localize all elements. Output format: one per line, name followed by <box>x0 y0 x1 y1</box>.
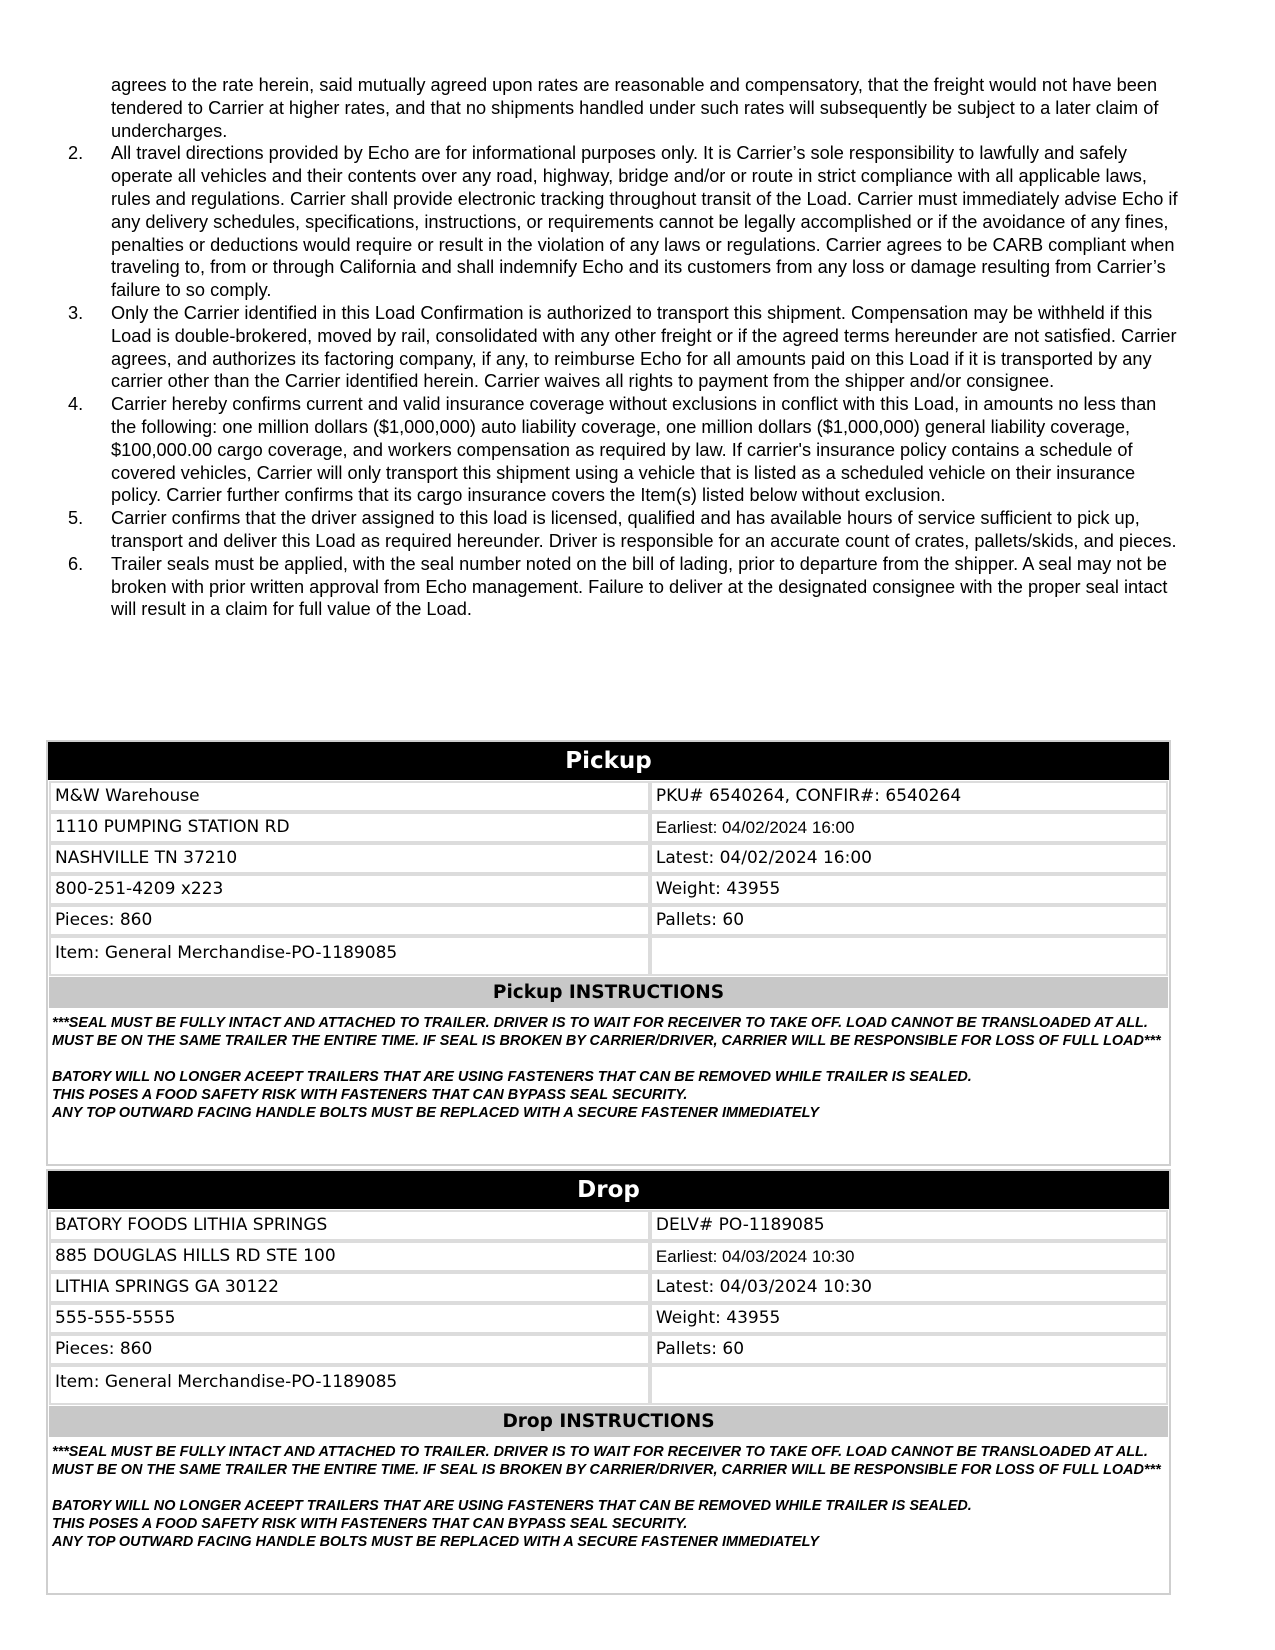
terms-item-text: Carrier hereby confirms current and valid insurance coverage without exclusions in conflict with this Load, in amounts no less than the following: one million dollars ($1,000,000) auto liability coverage, one million dollars ($1,000,000) general liability coverage, $100,000.00 cargo coverage, and workers compensation as required by law. If carrier's insurance policy contains a schedule of covered vehicles, Carrier will only transport this shipment using a vehicle that is listed as a scheduled vehicle on their insurance policy. Carrier further confirms that its cargo insurance covers the Item(s) listed below without exclusion. <box>111 394 1157 506</box>
table-row <box>49 1241 1168 1272</box>
drop-instructions-header: Drop INSTRUCTIONS <box>49 1406 1168 1437</box>
table-row <box>49 1334 1168 1365</box>
drop-earliest: Earliest: 04/03/2024 10:30 <box>650 1241 1168 1272</box>
drop-details-grid <box>48 1209 1169 1405</box>
drop-empty-cell <box>650 1365 1168 1405</box>
table-row <box>49 1365 1168 1405</box>
terms-item-text: Trailer seals must be applied, with the seal number noted on the bill of lading, prior to departure from the shipper. A seal may not be broken with prior written approval from Echo management. Failure to deliver at the designated consignee with the proper seal intact will result in a claim for full value of the Load. <box>111 553 1168 620</box>
terms-item <box>68 142 1178 302</box>
pickup-phone: 800-251-4209 x223 <box>49 874 650 905</box>
pickup-item: Item: General Merchandise-PO-1189085 <box>49 936 650 976</box>
table-row <box>49 1210 1168 1241</box>
table-row <box>49 936 1168 976</box>
terms-continuation: agrees to the rate herein, said mutually agreed upon rates are reasonable and compensatory, that the freight would not have been tendered to Carrier at higher rates, and that no shipments handled under such rates will subsequently be subject to a later claim of undercharges. <box>111 75 1159 141</box>
drop-city: LITHIA SPRINGS GA 30122 <box>49 1272 650 1303</box>
pickup-weight: Weight: 43955 <box>650 874 1168 905</box>
pickup-reference: PKU# 6540264, CONFIR#: 6540264 <box>650 781 1168 812</box>
table-row <box>49 1303 1168 1334</box>
drop-pallets: Pallets: 60 <box>650 1334 1168 1365</box>
pickup-pallets: Pallets: 60 <box>650 905 1168 936</box>
pickup-city: NASHVILLE TN 37210 <box>49 843 650 874</box>
pickup-earliest: Earliest: 04/02/2024 16:00 <box>650 812 1168 843</box>
drop-instructions-text: ***SEAL MUST BE FULLY INTACT AND ATTACHED TO TRAILER. DRIVER IS TO WAIT FOR RECEIVER TO TAKE OFF. LOAD CANNOT BE TRANSLOADED AT ALL. MUST BE ON THE SAME TRAILER THE ENTIRE TIME. IF SEAL IS BROKEN BY CARRIER/DRIVER, CARRIER WILL BE RESPONSIBLE FOR LOSS OF FULL LOAD*** <box>52 1444 1161 1478</box>
pickup-latest: Latest: 04/02/2024 16:00 <box>650 843 1168 874</box>
terms-item-text: All travel directions provided by Echo are for informational purposes only. It is Carrier’s sole responsibility to lawfully and safely operate all vehicles and their contents over any road, highway, bridge and/or or route in strict compliance with all applicable laws, rules and regulations. Carrier shall provide electronic tracking throughout transit of the Load. Carrier must immediately advise Echo if any delivery schedules, specifications, instructions, or requirements cannot be legally accomplished or if the avoidance of any fines, penalties or deductions would require or result in the violation of any laws or regulations. Carrier agrees to be CARB compliant when traveling to, from or through California and shall indemnify Echo and its customers from any loss or damage resulting from Carrier’s failure to so comply. <box>111 143 1178 301</box>
drop-name: BATORY FOODS LITHIA SPRINGS <box>49 1210 650 1241</box>
terms-item <box>68 507 1178 553</box>
drop-section <box>46 1169 1171 1595</box>
table-row <box>49 812 1168 843</box>
pickup-header: Pickup <box>48 742 1169 780</box>
drop-instructions-text: ANY TOP OUTWARD FACING HANDLE BOLTS MUST BE REPLACED WITH A SECURE FASTENER IMMEDIATELY <box>52 1534 819 1550</box>
terms-item-number: 6. <box>68 553 84 574</box>
drop-instructions-text: THIS POSES A FOOD SAFETY RISK WITH FASTENERS THAT CAN BYPASS SEAL SECURITY. <box>52 1516 688 1532</box>
pickup-empty-cell <box>650 936 1168 976</box>
terms-item <box>68 553 1178 621</box>
drop-phone: 555-555-5555 <box>49 1303 650 1334</box>
drop-instructions <box>48 1437 1169 1555</box>
drop-address: 885 DOUGLAS HILLS RD STE 100 <box>49 1241 650 1272</box>
terms-item-number: 2. <box>68 143 84 164</box>
pickup-section <box>46 740 1171 1166</box>
terms-item-number: 4. <box>68 394 84 415</box>
terms-item-number: 5. <box>68 508 84 529</box>
pickup-name: M&W Warehouse <box>49 781 650 812</box>
terms-item-text: Carrier confirms that the driver assigned to this load is licensed, qualified and has available hours of service sufficient to pick up, transport and deliver this Load as required hereunder. Driver is responsible for an accurate count of crates, pallets/skids, and pieces. <box>111 508 1177 551</box>
pickup-instructions-text: THIS POSES A FOOD SAFETY RISK WITH FASTENERS THAT CAN BYPASS SEAL SECURITY. <box>52 1087 688 1103</box>
terms-item-number: 3. <box>68 302 84 323</box>
table-row <box>49 1272 1168 1303</box>
pickup-address: 1110 PUMPING STATION RD <box>49 812 650 843</box>
table-row <box>49 874 1168 905</box>
table-row <box>49 781 1168 812</box>
drop-pieces: Pieces: 860 <box>49 1334 650 1365</box>
drop-item: Item: General Merchandise-PO-1189085 <box>49 1365 650 1405</box>
pickup-pieces: Pieces: 860 <box>49 905 650 936</box>
table-row <box>49 905 1168 936</box>
terms-list <box>68 74 1178 621</box>
drop-reference: DELV# PO-1189085 <box>650 1210 1168 1241</box>
drop-header: Drop <box>48 1171 1169 1209</box>
pickup-details-grid <box>48 780 1169 976</box>
pickup-instructions-text: BATORY WILL NO LONGER ACEEPT TRAILERS THAT ARE USING FASTENERS THAT CAN BE REMOVED WHILE TRAILER IS SEALED. <box>52 1069 972 1085</box>
drop-weight: Weight: 43955 <box>650 1303 1168 1334</box>
terms-item <box>68 393 1178 507</box>
terms-item-text: Only the Carrier identified in this Load Confirmation is authorized to transport this shipment. Compensation may be withheld if this Load is double-brokered, moved by rail, consolidated with any other freight or if the agreed terms hereunder are not satisfied. Carrier agrees, and authorizes its factoring company, if any, to reimburse Echo for all amounts paid on this Load if it is transported by any carrier other than the Carrier identified herein. Carrier waives all rights to payment from the shipper and/or consignee. <box>111 302 1177 392</box>
pickup-instructions-header: Pickup INSTRUCTIONS <box>49 977 1168 1008</box>
pickup-instructions-text: ANY TOP OUTWARD FACING HANDLE BOLTS MUST BE REPLACED WITH A SECURE FASTENER IMMEDIATELY <box>52 1105 819 1121</box>
pickup-instructions-text: ***SEAL MUST BE FULLY INTACT AND ATTACHED TO TRAILER. DRIVER IS TO WAIT FOR RECEIVER TO TAKE OFF. LOAD CANNOT BE TRANSLOADED AT ALL. MUST BE ON THE SAME TRAILER THE ENTIRE TIME. IF SEAL IS BROKEN BY CARRIER/DRIVER, CARRIER WILL BE RESPONSIBLE FOR LOSS OF FULL LOAD*** <box>52 1015 1161 1049</box>
pickup-instructions <box>48 1008 1169 1126</box>
drop-latest: Latest: 04/03/2024 10:30 <box>650 1272 1168 1303</box>
drop-instructions-text: BATORY WILL NO LONGER ACEEPT TRAILERS THAT ARE USING FASTENERS THAT CAN BE REMOVED WHILE TRAILER IS SEALED. <box>52 1498 972 1514</box>
table-row <box>49 843 1168 874</box>
terms-item <box>68 302 1178 393</box>
